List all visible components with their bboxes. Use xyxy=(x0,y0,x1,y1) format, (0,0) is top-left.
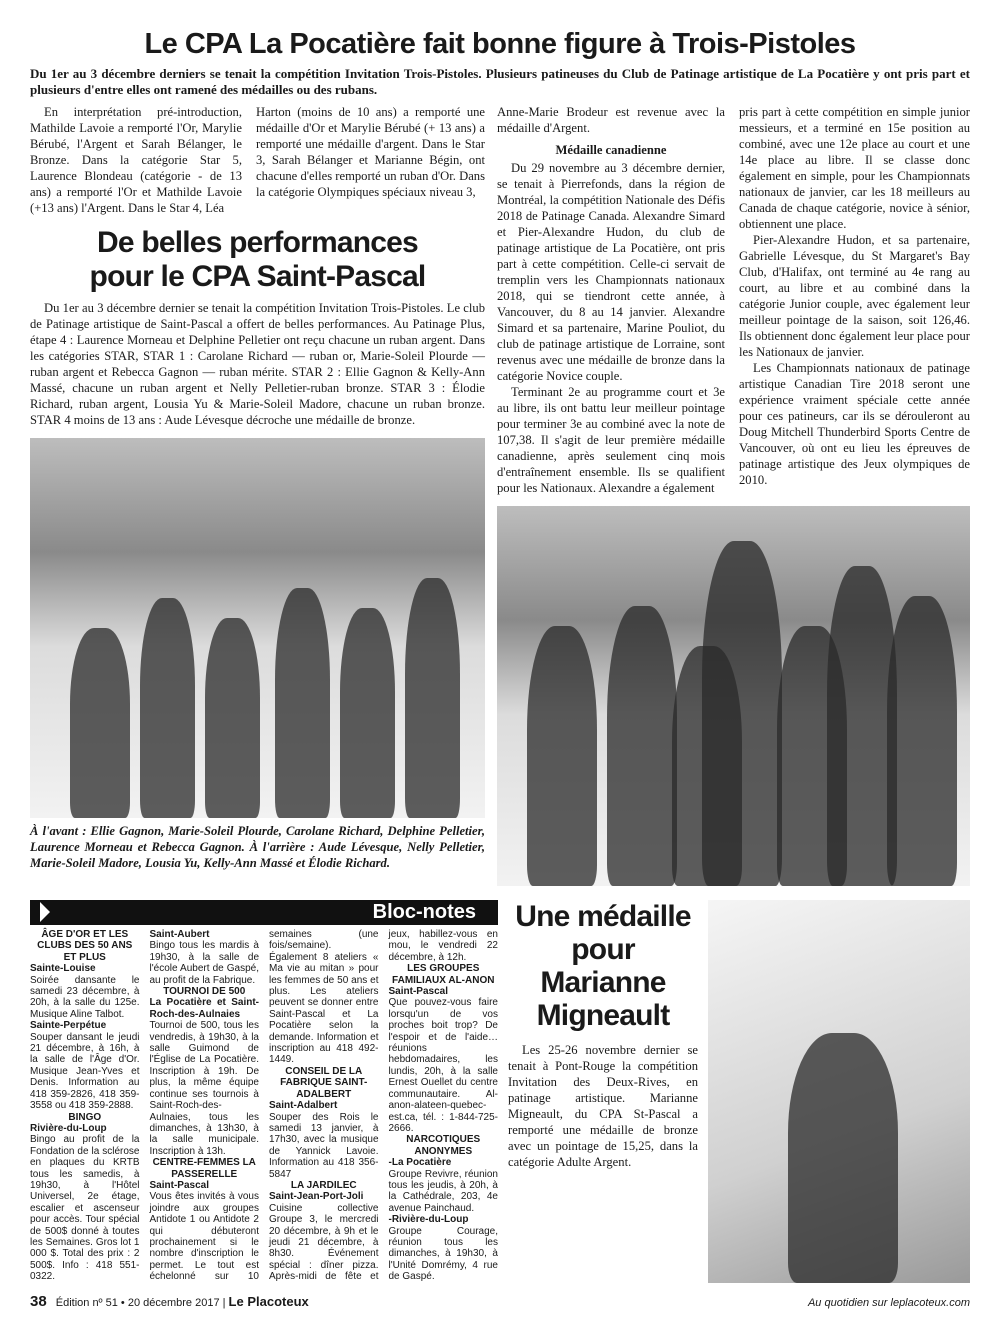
notice-text: Vous êtes invités à vous joindre aux groupes Antidote 1 ou Antidote 2 qui débuteront prochainement si le nombre d'inscription le permet. Le tout est échelonné sur 10 semaines (une fois/semaine). Également 8 ateliers « Ma vie au mitan » pour les femmes de 50 ans et plus. Les ateliers peuvent se donner entre Saint-Pascal et La Pocatière selon la demande. Information et inscription au 418 492-1449. xyxy=(149,929,379,1283)
paragraph: Terminant 2e au programme court et 3e au libre, ils ont battu leur meilleur pointage pour terminer 3e au combiné avec la note de 107,38. Il s'agit de leur première médaille canadienne, après seulement cinq mois d'entraînement ensemble. Ils se qualifient pour les Nationaux. Alexandre a également xyxy=(497,385,725,495)
article1-columns-right xyxy=(497,104,970,496)
article3-body xyxy=(508,1042,698,1170)
bloc-notes xyxy=(30,900,498,1283)
notice-location: La Pocatière et Saint-Roch-des-Aulnaies xyxy=(149,997,259,1020)
paragraph: Pier-Alexandre Hudon, et sa partenaire, Gabrielle Lévesque, du St Margaret's Bay Club, d'Halifax, ont terminé au 4e rang au court, au libre et au combiné dans la catégorie Junior couple, avec également leur meilleur pointage de la saison, soit 126,46. Ils obtiennent donc également leur place pour les Nationaux de janvier. xyxy=(739,233,970,359)
medalists-photo xyxy=(497,506,970,886)
notice-text: Groupe Revivre, réunion tous les jeudis, à 20h, à la Cathédrale, 203, 4e avenue Painchaud. xyxy=(388,1168,498,1214)
paragraph: Les 25-26 novembre dernier se tenait à Pont-Rouge la compétition Invitation des Deux-Rives, en patinage artistique. Marianne Migneault, du CPA St-Pascal a remporté une médaille de bronze avec un pointage de 15,25, dans la catégorie Adulte Argent. xyxy=(508,1043,698,1169)
placoteux-logo: Le Placoteux xyxy=(228,1293,309,1309)
notice-location: Rivière-du-Loup xyxy=(30,1122,107,1134)
notice-location: Sainte-Perpétue xyxy=(30,1020,107,1032)
headline-cpa-la-pocatiere: Le CPA La Pocatière fait bonne figure à Trois-Pistoles xyxy=(144,28,856,60)
notice-text: Cuisine collective Groupe 3, le mercredi 20 décembre, à 9h et le jeudi 21 décembre, à 8h30. Événement spécial : dîner pizza. Après-midi de fête et jeux, habillez-vous en mou, le vendredi 22 décembre, à 12h. xyxy=(269,929,498,1283)
marianne-migneault-photo xyxy=(708,900,970,1283)
headline-cpa-saint-pascal xyxy=(30,226,485,294)
notice-location: Saint-Pascal xyxy=(388,986,448,998)
notice-text: Bingo tous les mardis à 19h30, à la salle de l'école Aubert de Gaspé, au profit de la Fabrique. xyxy=(149,940,259,986)
article3 xyxy=(508,900,698,1283)
notice-text: Groupe Courage, réunion tous les dimanches, à 19h30, à l'Unité Domrémy, 4 rue de Gaspé. xyxy=(388,1225,498,1283)
notice-category: BINGO xyxy=(68,1111,102,1123)
paragraph: pris part à cette compétition en simple junior messieurs, et a terminé en 15e position au combiné, avec une 12e place au court et une 14e place au libre. Il se classe donc également en simple, pour les Championnats nationaux de janvier, car les 18 meilleurs au Canada de chaque catégorie, novice à sénior, obtiennent une place. xyxy=(739,105,970,231)
notice-text: Bingo au profit de la Fondation de la sclérose en plaques du KRTB tous les samedis, à 19h30, à l'Hôtel Universel, 2e étage, escalier et ascenseur pour accès. Tour spécial de 500$ donné à toutes les Semaines. Gros lot 1 000 $. Total des prix : 2 500$. Info : 418 551-0322. xyxy=(30,1134,140,1283)
bottom-section xyxy=(30,900,970,1283)
notice-location: Saint-Adalbert xyxy=(269,1100,338,1112)
right-section xyxy=(497,104,970,886)
footer-left xyxy=(30,1293,309,1310)
article2-body xyxy=(30,300,485,428)
edition-info: Édition nº 51 • 20 décembre 2017 | xyxy=(55,1296,226,1309)
notice-location: Saint-Aubert xyxy=(149,929,210,940)
website-tagline[interactable]: Au quotidien sur leplacoteux.com xyxy=(807,1296,970,1309)
chevron-icon xyxy=(40,902,50,922)
paragraph: Les Championnats nationaux de patinage artistique Canadian Tire 2018 seront une expérience vraiment spéciale cette année pour ces patineurs, car ils se dérouleront au Doug Mitchell Thunderbird Sports Centre de Vancouver, où ont eu lieu les épreuves de patinage artistique des Jeux olympiques de 2010. xyxy=(739,361,970,487)
notice-category: TOURNOI DE 500 xyxy=(163,986,246,998)
notice-category: NARCOTIQUES ANONYMES xyxy=(406,1134,481,1157)
headline-marianne-migneault: Une médaille pour Marianne Migneault xyxy=(515,900,691,1032)
notice-category: LA JARDILEC xyxy=(290,1179,357,1191)
notice-location: -La Pocatière xyxy=(388,1157,452,1169)
paragraph: Harton (moins de 10 ans) a remporté une médaille d'Or et Marylie Bérubé (+ 13 ans) a remporté une médaille d'argent. Dans le Star 3, Sarah Bélanger et Marianne Bégin, ont chacune d'elles remporté un ruban d'Or. Dans la catégorie Olympiques spéciaux niveau 3, xyxy=(256,105,485,199)
bloc-notes-header xyxy=(30,900,498,925)
notice-text: Que pouvez-vous faire lorsqu'un de vos proches boit trop? De l'espoir et de l'aide… réunions hebdomadaires, les lundis, 20h, à la salle Ernest Ouellet du centre communautaire. Al-anon-alateen-quebec-est.ca, tél. : 1-844-725-2666. xyxy=(388,997,498,1134)
paragraph: Anne-Marie Brodeur est revenue avec la médaille d'Argent. xyxy=(497,105,725,135)
article1-column-4 xyxy=(739,104,970,488)
paragraph: Du 1er au 3 décembre dernier se tenait la compétition Invitation Trois-Pistoles. Le club de Patinage artistique de Saint-Pascal a offert de belles performances. Au Patinage Plus, étape 4 : Laurence Morneau et Delphine Pelletier ont reçu chacune un ruban argent. Dans les catégories STAR, STAR 1 : Carolane Richard — ruban or, Marie-Soleil Plourde — ruban argent et Rebecca Gagnon — ruban mérite. STAR 2 : Ellie Gagnon & Kelly-Ann Massé, chacune un ruban argent et Nelly Pelletier-ruban bronze. STAR 3 : Élodie Richard, ruban argent, Lousia Yu & Marie-Soleil Madore, chacune un ruban bronze. STAR 4 moins de 13 ans : Aude Lévesque décroche une médaille de bronze. xyxy=(30,301,485,427)
notice-text: Soirée dansante le samedi 23 décembre, à 20h, à la salle du 125e. Musique Aline Talbot. xyxy=(30,974,140,1020)
notice-location: Saint-Pascal xyxy=(149,1179,209,1191)
notice-text: Souper des Rois le samedi 13 janvier, à 17h30, avec la musique de Yannick Lavoie. Information au 418 356-5847 xyxy=(269,1111,379,1180)
article1-column-2 xyxy=(256,104,485,200)
paragraph: Du 29 novembre au 3 décembre dernier, se tenait à Pierrefonds, dans la région de Montréal, la compétition Nationale des Défis 2018 de Patinage Canada. Alexandre Simard et Pier-Alexandre Hudon, du club de patinage artistique de La Pocatière, ont pris part à cette compétition. Celle-ci servait de tremplin vers les Championnats nationaux 2018, qui se tiendront cette année, à Vancouver, du 8 au 14 janvier. Alexandre Simard et sa partenaire, Marine Pouliot, du club de patinage artistique de Lorraine, sont revenus avec une médaille de bronze dans la catégorie Novice couple. xyxy=(497,161,725,383)
photo-caption: À l'avant : Ellie Gagnon, Marie-Soleil Plourde, Carolane Richard, Delphine Pelletier, Laurence Morneau et Rebecca Gagnon. À l'arrière : Aude Lévesque, Nelly Pelletier, Marie-Soleil Madore, Lousia Yu, Kelly-Ann Massé et Élodie Richard. xyxy=(30,824,485,870)
notice-text: Souper dansant le jeudi 21 décembre, à 16h, à la salle de l'Âge d'Or. Musique Jean-Yves et Denis. Information au 418 359-2826, 418 359-3558 ou 418 359-2888. xyxy=(30,1031,140,1112)
article1-column-3 xyxy=(497,104,725,496)
notice-location: Saint-Jean-Port-Joli xyxy=(269,1191,364,1203)
article1-columns-left xyxy=(30,104,485,216)
article1-column-1 xyxy=(30,104,242,216)
notice-category: ÂGE D'OR ET LES CLUBS DES 50 ANS ET PLUS xyxy=(37,929,133,963)
headline-line: pour le CPA Saint-Pascal xyxy=(89,260,426,293)
article-intro: Du 1er au 3 décembre derniers se tenait la compétition Invitation Trois-Pistoles. Plusieurs patineuses du Club de Patinage artistique de La Pocatière y ont pris part et plusieurs d'entre elles ont ramené des médailles ou des rubans. xyxy=(30,66,970,97)
skaters-group-photo xyxy=(30,438,485,818)
notice-location: Sainte-Louise xyxy=(30,963,96,975)
bloc-notes-label: Bloc-notes xyxy=(365,900,484,925)
subheading-medaille-canadienne: Médaille canadienne xyxy=(555,143,667,157)
notice-category: CENTRE-FEMMES LA PASSERELLE xyxy=(152,1157,256,1180)
paragraph: En interprétation pré-introduction, Mathilde Lavoie a remporté l'Or, Marylie Bérubé, l'Argent et Sarah Bélanger, le Bronze. Dans la catégorie Star 5, Laurence Blondeau (catégorie - de 13 ans) a remporté l'Or et Mathilde Lavoie (+13 ans) l'Argent. Dans le Star 4, Léa xyxy=(30,105,242,215)
notice-category: LES GROUPES FAMILIAUX AL-ANON xyxy=(392,963,495,986)
page-number: 38 xyxy=(30,1292,47,1310)
headline-line: De belles performances xyxy=(97,226,418,259)
page-footer xyxy=(30,1293,970,1310)
notice-text: Tournoi de 500, tous les vendredis, à 19h30, à la salle Guimond de l'Église de La Pocatière. Inscription à 19h. De plus, la même équipe continue ses tournois à Saint-Roch-des-Aulnaies, tous les dimanches, à 13h30, à la salle municipale. Inscription à 13h. xyxy=(149,1020,259,1157)
notice-location: -Rivière-du-Loup xyxy=(388,1214,469,1226)
notice-category: CONSEIL DE LA FABRIQUE SAINT-ADALBERT xyxy=(280,1065,368,1100)
bloc-notes-list xyxy=(30,929,498,1283)
left-section xyxy=(30,104,485,871)
main-grid xyxy=(30,104,970,886)
